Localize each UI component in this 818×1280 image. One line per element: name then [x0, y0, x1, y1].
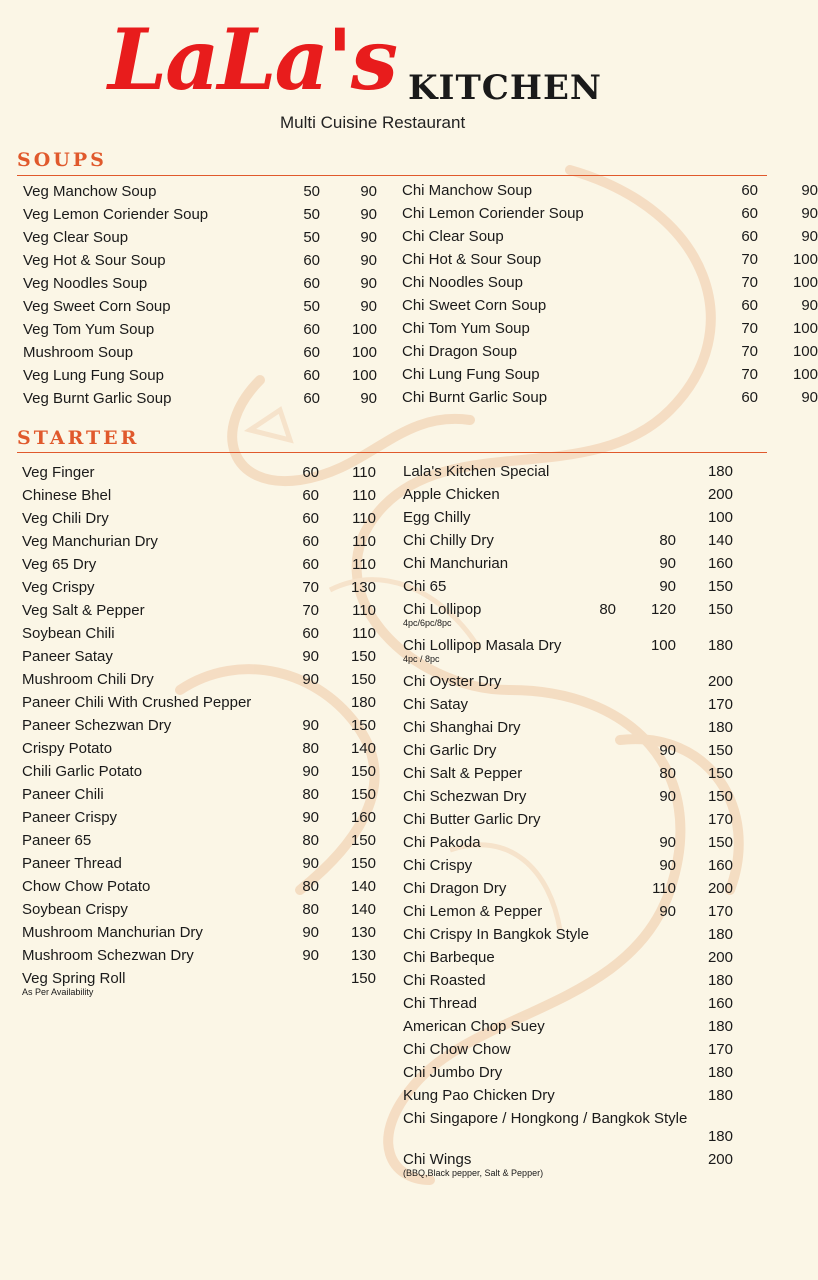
menu-item-price: 70 [741, 366, 758, 383]
menu-item-price: 100 [792, 366, 818, 383]
menu-item [22, 947, 376, 970]
menu-item-price: 150 [707, 834, 733, 851]
menu-item-price: 60 [302, 625, 319, 642]
menu-item-name: Paneer Chili With Crushed Pepper [22, 694, 252, 711]
menu-item-name: Chi Tom Yum Soup [402, 320, 530, 337]
menu-item-name: Chi Lemon Coriender Soup [402, 205, 584, 222]
menu-item-price: 110 [352, 602, 376, 619]
menu-item-name: Veg Chili Dry [22, 510, 109, 527]
menu-item [23, 344, 377, 367]
menu-item-price: 80 [659, 532, 676, 549]
menu-item-price: 90 [302, 924, 319, 941]
menu-item-name: Veg Tom Yum Soup [23, 321, 155, 338]
menu-item [22, 970, 376, 1006]
menu-item-price: 60 [302, 487, 319, 504]
menu-item-name: Paneer Crispy [22, 809, 118, 826]
menu-item [403, 949, 743, 972]
menu-item [22, 556, 376, 579]
menu-item [403, 880, 743, 903]
menu-item-price: 150 [350, 717, 376, 734]
menu-item-price: 90 [659, 788, 676, 805]
menu-item-price: 140 [350, 740, 376, 757]
menu-item-name: Chi Clear Soup [402, 228, 504, 245]
menu-item [403, 637, 743, 673]
menu-item-name: Chi Garlic Dry [403, 742, 497, 759]
menu-item-name: Chi Crispy [403, 857, 473, 874]
menu-item-name: Paneer Schezwan Dry [22, 717, 172, 734]
menu-item-name: Veg Salt & Pepper [22, 602, 145, 619]
menu-item-price: 100 [351, 344, 377, 361]
menu-item [403, 578, 743, 601]
menu-item-price: 90 [801, 182, 818, 199]
menu-item [22, 671, 376, 694]
menu-item-price: 160 [707, 555, 733, 572]
menu-item-price: 150 [707, 578, 733, 595]
menu-item-price: 80 [302, 740, 319, 757]
starter-left-column [22, 464, 376, 1006]
menu-item-price: 150 [707, 742, 733, 759]
menu-item-price: 180 [707, 1128, 733, 1145]
menu-item-price: 180 [707, 1087, 733, 1104]
menu-item-price: 150 [707, 601, 733, 618]
menu-item-price: 60 [303, 275, 320, 292]
menu-item [403, 601, 743, 637]
menu-item-price: 50 [303, 206, 320, 223]
menu-item-price: 60 [303, 321, 320, 338]
menu-item [403, 811, 743, 834]
menu-item-name: Veg Sweet Corn Soup [23, 298, 171, 315]
menu-item [402, 389, 818, 412]
menu-item-price: 180 [707, 463, 733, 480]
menu-item [403, 903, 743, 926]
menu-item [22, 786, 376, 809]
menu-item [403, 532, 743, 555]
menu-item [22, 625, 376, 648]
menu-item-price: 130 [350, 947, 376, 964]
menu-item [403, 555, 743, 578]
menu-item [402, 182, 818, 205]
menu-item-price: 160 [707, 995, 733, 1012]
menu-item-price: 110 [352, 556, 376, 573]
menu-item-price: 90 [360, 206, 377, 223]
menu-item-name: Chi Chilly Dry [403, 532, 494, 549]
menu-item-name: Paneer Satay [22, 648, 113, 665]
menu-item-price: 130 [350, 579, 376, 596]
menu-item [23, 321, 377, 344]
menu-item-name: Chi Schezwan Dry [403, 788, 527, 805]
menu-item-name: Chi Roasted [403, 972, 486, 989]
menu-item [403, 463, 743, 486]
menu-item-name: Crispy Potato [22, 740, 113, 757]
menu-item-price: 60 [302, 510, 319, 527]
menu-item-price: 90 [801, 228, 818, 245]
menu-item-name: Chi Lemon & Pepper [403, 903, 543, 920]
menu-item-name: Mushroom Schezwan Dry [22, 947, 194, 964]
menu-item-name: Chi Wings [403, 1151, 472, 1168]
menu-item [402, 320, 818, 343]
menu-item-name: Chi Butter Garlic Dry [403, 811, 541, 828]
menu-item [403, 834, 743, 857]
menu-item-price: 60 [741, 228, 758, 245]
menu-item [403, 696, 743, 719]
menu-item [403, 1018, 743, 1041]
menu-item-price: 90 [801, 205, 818, 222]
menu-item-price: 90 [659, 742, 676, 759]
menu-item-price: 60 [741, 182, 758, 199]
menu-item-name: Chi Barbeque [403, 949, 495, 966]
menu-item-price: 150 [350, 648, 376, 665]
menu-item-price: 50 [303, 229, 320, 246]
menu-item-price: 60 [302, 464, 319, 481]
menu-item [403, 719, 743, 742]
menu-item-price: 70 [302, 579, 319, 596]
logo [108, 10, 396, 109]
menu-item [22, 740, 376, 763]
menu-item-name: Egg Chilly [403, 509, 471, 526]
menu-item-name: Chi Thread [403, 995, 477, 1012]
menu-item-name: Chi Lung Fung Soup [402, 366, 540, 383]
menu-item-price: 90 [360, 229, 377, 246]
menu-item-price: 200 [707, 949, 733, 966]
menu-item-name: Chi Chow Chow [403, 1041, 511, 1058]
menu-item-name: Chi Shanghai Dry [403, 719, 521, 736]
menu-item [22, 533, 376, 556]
menu-item-name: Veg Noodles Soup [23, 275, 148, 292]
menu-item-name: Soybean Crispy [22, 901, 128, 918]
menu-item [403, 1110, 743, 1151]
menu-item-price: 150 [350, 763, 376, 780]
menu-item-price: 200 [707, 1151, 733, 1168]
menu-item-price: 200 [707, 673, 733, 690]
menu-item-price: 90 [360, 183, 377, 200]
menu-item [403, 972, 743, 995]
menu-item-name: Soybean Chili [22, 625, 115, 642]
menu-item-name: Veg Lemon Coriender Soup [23, 206, 209, 223]
menu-item [23, 229, 377, 252]
menu-item-price: 90 [659, 857, 676, 874]
menu-item-price: 170 [707, 1041, 733, 1058]
menu-item-price: 90 [659, 903, 676, 920]
menu-item [402, 251, 818, 274]
menu-item-price: 90 [360, 298, 377, 315]
menu-item-name: Veg Clear Soup [23, 229, 129, 246]
menu-item [22, 832, 376, 855]
menu-item-price: 60 [741, 297, 758, 314]
menu-item-price: 170 [707, 903, 733, 920]
menu-item-price: 180 [707, 1064, 733, 1081]
menu-item-name: Paneer Chili [22, 786, 104, 803]
menu-item-price: 90 [360, 252, 377, 269]
menu-item-name: American Chop Suey [403, 1018, 545, 1035]
menu-item-price: 120 [650, 601, 676, 618]
menu-item [402, 297, 818, 320]
menu-item-name: Chi Manchurian [403, 555, 509, 572]
menu-item-price: 100 [650, 637, 676, 654]
menu-item-price: 180 [707, 719, 733, 736]
menu-item-name: Mushroom Soup [23, 344, 134, 361]
menu-item [22, 487, 376, 510]
menu-item-price: 90 [302, 717, 319, 734]
menu-item [403, 765, 743, 788]
menu-item-price: 60 [302, 533, 319, 550]
menu-item [22, 648, 376, 671]
menu-item-note: 4pc/6pc/8pc [403, 618, 452, 628]
menu-item [403, 1151, 743, 1187]
menu-item-name: Mushroom Manchurian Dry [22, 924, 203, 941]
menu-item [22, 694, 376, 717]
soups-right-column [402, 182, 818, 412]
menu-item-name: Chi Lollipop Masala Dry [403, 637, 562, 654]
menu-item [23, 367, 377, 390]
menu-item-price: 180 [707, 972, 733, 989]
menu-item-price: 50 [303, 298, 320, 315]
menu-item-name: Veg Manchurian Dry [22, 533, 158, 550]
menu-item-price: 70 [741, 343, 758, 360]
menu-item-note: 4pc / 8pc [403, 654, 440, 664]
menu-item [403, 486, 743, 509]
menu-item-price: 140 [350, 878, 376, 895]
menu-item-price: 80 [302, 901, 319, 918]
menu-item-price: 60 [303, 344, 320, 361]
menu-item [22, 510, 376, 533]
menu-item-name: Mushroom Chili Dry [22, 671, 154, 688]
menu-item-price: 90 [659, 578, 676, 595]
menu-item-name: Chi Manchow Soup [402, 182, 533, 199]
menu-item-price: 160 [350, 809, 376, 826]
menu-item-price: 110 [352, 464, 376, 481]
menu-item-price: 90 [801, 389, 818, 406]
menu-item-name: Chi Singapore / Hongkong / Bangkok Style [403, 1110, 688, 1127]
menu-item-price: 100 [351, 321, 377, 338]
menu-item [23, 252, 377, 275]
menu-item-price: 90 [302, 763, 319, 780]
menu-item-price: 100 [792, 320, 818, 337]
menu-item-name: Chi Dragon Dry [403, 880, 507, 897]
menu-item-price: 100 [707, 509, 733, 526]
menu-item-name: Veg Manchow Soup [23, 183, 157, 200]
tagline: Multi Cuisine Restaurant [280, 113, 466, 132]
menu-item-name: Chinese Bhel [22, 487, 112, 504]
menu-item-price: 80 [302, 786, 319, 803]
menu-item [22, 855, 376, 878]
menu-item-price: 110 [652, 880, 676, 897]
menu-item-price: 110 [352, 487, 376, 504]
menu-item [403, 857, 743, 880]
menu-item-name: Chi Hot & Sour Soup [402, 251, 542, 268]
menu-item-name: Chi Sweet Corn Soup [402, 297, 547, 314]
menu-item-price: 100 [792, 343, 818, 360]
menu-item-name: Veg Crispy [22, 579, 95, 596]
menu-item-price: 60 [303, 252, 320, 269]
menu-item-name: Chi 65 [403, 578, 447, 595]
menu-item-price: 180 [707, 637, 733, 654]
logo-script-text: LaLa's [108, 10, 396, 109]
menu-item [403, 995, 743, 1018]
menu-item-price: 180 [707, 1018, 733, 1035]
menu-item-name: Chi Oyster Dry [403, 673, 502, 690]
menu-item-note: (BBQ,Black pepper, Salt & Pepper) [403, 1168, 544, 1178]
menu-item [402, 274, 818, 297]
menu-item-name: Paneer Thread [22, 855, 122, 872]
menu-item [23, 206, 377, 229]
menu-item-price: 90 [302, 855, 319, 872]
menu-item-price: 80 [599, 601, 616, 618]
menu-item [23, 183, 377, 206]
menu-item-price: 150 [707, 788, 733, 805]
menu-item-name: Veg 65 Dry [22, 556, 97, 573]
menu-item-price: 160 [707, 857, 733, 874]
menu-item-price: 140 [707, 532, 733, 549]
menu-item-price: 180 [707, 926, 733, 943]
menu-item-price: 90 [360, 275, 377, 292]
menu-item [403, 509, 743, 532]
menu-item-price: 100 [792, 274, 818, 291]
menu-item [22, 717, 376, 740]
logo-kitchen-text: KITCHEN [408, 68, 602, 108]
menu-item-price: 50 [303, 183, 320, 200]
menu-item-price: 110 [352, 625, 376, 642]
menu-item [22, 901, 376, 924]
menu-item-price: 60 [741, 205, 758, 222]
menu-item-name: Chi Noodles Soup [402, 274, 523, 291]
menu-item-price: 150 [350, 671, 376, 688]
section-title-soups: SOUPS [17, 149, 107, 171]
starter-right-column [403, 463, 743, 1187]
menu-item-price: 60 [303, 390, 320, 407]
menu-item-price: 90 [659, 834, 676, 851]
menu-item-price: 90 [302, 947, 319, 964]
menu-item-name: Veg Lung Fung Soup [23, 367, 164, 384]
menu-item-price: 150 [350, 855, 376, 872]
menu-item-price: 130 [350, 924, 376, 941]
menu-item-name: Veg Hot & Sour Soup [23, 252, 166, 269]
menu-item [22, 602, 376, 625]
menu-item [403, 926, 743, 949]
menu-item [402, 366, 818, 389]
menu-item-name: Chi Jumbo Dry [403, 1064, 503, 1081]
menu-item [403, 742, 743, 765]
menu-item-price: 150 [350, 786, 376, 803]
menu-item [402, 343, 818, 366]
menu-item-price: 150 [350, 832, 376, 849]
menu-item-price: 170 [707, 811, 733, 828]
menu-item-name: Chi Satay [403, 696, 469, 713]
menu-item [402, 228, 818, 251]
menu-item-price: 150 [707, 765, 733, 782]
menu-item-price: 90 [302, 809, 319, 826]
menu-item-price: 60 [741, 389, 758, 406]
menu-item-price: 80 [302, 832, 319, 849]
menu-item-price: 170 [707, 696, 733, 713]
menu-item-name: Chi Pakoda [403, 834, 481, 851]
menu-item-price: 90 [360, 390, 377, 407]
menu-item [403, 1087, 743, 1110]
section-divider [17, 175, 767, 176]
menu-item-price: 90 [801, 297, 818, 314]
menu-item-name: Lala's Kitchen Special [403, 463, 550, 480]
menu-item-price: 70 [741, 320, 758, 337]
menu-item [23, 298, 377, 321]
menu-item-price: 180 [350, 694, 376, 711]
menu-item-name: Veg Burnt Garlic Soup [23, 390, 172, 407]
menu-item-name: Veg Finger [22, 464, 95, 481]
menu-item-price: 70 [302, 602, 319, 619]
menu-item [403, 788, 743, 811]
menu-item-name: Chi Burnt Garlic Soup [402, 389, 548, 406]
menu-item-name: Veg Spring Roll [22, 970, 126, 987]
menu-item [22, 924, 376, 947]
menu-item-price: 80 [302, 878, 319, 895]
menu-item [22, 878, 376, 901]
menu-item-name: Chi Crispy In Bangkok Style [403, 926, 589, 943]
menu-item-price: 90 [302, 648, 319, 665]
menu-item-price: 110 [352, 533, 376, 550]
menu-item-name: Chi Lollipop [403, 601, 482, 618]
menu-item-name: Chi Salt & Pepper [403, 765, 523, 782]
menu-item-price: 140 [350, 901, 376, 918]
soups-left-column [23, 183, 377, 413]
menu-item-price: 70 [741, 251, 758, 268]
menu-item-price: 90 [659, 555, 676, 572]
menu-item-name: Chi Dragon Soup [402, 343, 518, 360]
menu-item [403, 1041, 743, 1064]
menu-item-name: Kung Pao Chicken Dry [403, 1087, 555, 1104]
section-title-starter: STARTER [17, 427, 140, 449]
menu-item-price: 100 [351, 367, 377, 384]
menu-item-name: Chow Chow Potato [22, 878, 151, 895]
menu-item [23, 390, 377, 413]
menu-item-price: 60 [302, 556, 319, 573]
menu-item-price: 60 [303, 367, 320, 384]
menu-item-price: 80 [659, 765, 676, 782]
menu-item-price: 150 [350, 970, 376, 987]
menu-item [403, 673, 743, 696]
menu-item-price: 100 [792, 251, 818, 268]
menu-item [403, 1064, 743, 1087]
menu-item-price: 70 [741, 274, 758, 291]
menu-item [22, 464, 376, 487]
menu-item-name: Paneer 65 [22, 832, 92, 849]
menu-item-name: Apple Chicken [403, 486, 500, 503]
menu-item-price: 200 [707, 486, 733, 503]
menu-item [22, 579, 376, 602]
menu-item [22, 763, 376, 786]
menu-item-price: 110 [352, 510, 376, 527]
menu-item [402, 205, 818, 228]
menu-item [22, 809, 376, 832]
menu-item-note: As Per Availability [22, 987, 94, 997]
menu-item-price: 90 [302, 671, 319, 688]
menu-item-name: Chili Garlic Potato [22, 763, 143, 780]
section-divider [17, 452, 767, 453]
menu-item [23, 275, 377, 298]
menu-item-price: 200 [707, 880, 733, 897]
